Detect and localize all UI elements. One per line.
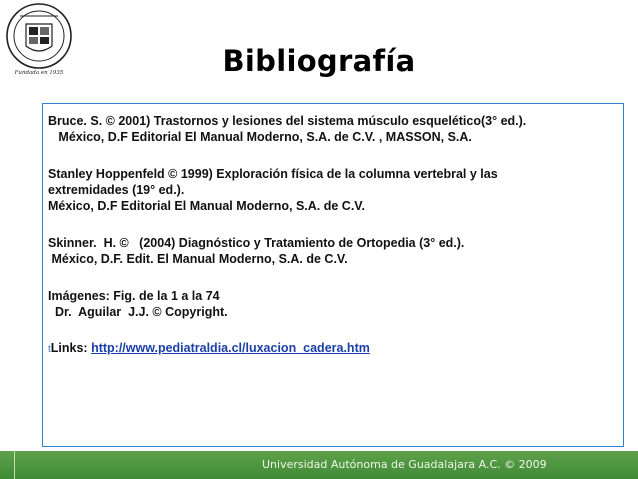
footer-divider xyxy=(14,451,15,479)
entry-4-line-2: Dr. Aguilar J.J. © Copyright. xyxy=(48,305,228,319)
footer-text: Universidad Autónoma de Guadalajara A.C. © 2009 xyxy=(262,458,547,471)
entry-3-line-1: Skinner. H. © (2004) Diagnóstico y Tratamiento de Ortopedia (3° ed.). xyxy=(48,236,465,250)
entry-1-line-2: México, D.F Editorial El Manual Moderno, S.A. de C.V. , MASSON, S.A. xyxy=(48,130,472,144)
page-title: Bibliografía xyxy=(222,44,416,78)
footer-bar xyxy=(0,451,638,479)
logo-motto: Fundada en 1935 xyxy=(14,70,64,76)
bibliography-list xyxy=(48,113,618,358)
links-line xyxy=(48,340,618,358)
entry-2-line-2: extremidades (19° ed.). xyxy=(48,183,185,197)
pediatria-link[interactable]: http://www.pediatraldia.cl/luxacion_cadera.htm xyxy=(91,341,370,355)
links-label: Links: xyxy=(50,341,92,355)
entry-4-line-1: Imágenes: Fig. de la 1 a la 74 xyxy=(48,289,220,303)
entry-1-line-1: Bruce. S. © 2001) Trastornos y lesiones del sistema músculo esquelético(3° ed.). xyxy=(48,114,527,128)
entry-2-line-3: México, D.F Editorial El Manual Moderno, S.A. de C.V. xyxy=(48,199,365,213)
entry-2-line-1: Stanley Hoppenfeld © 1999) Exploración física de la columna vertebral y las xyxy=(48,167,498,181)
links-prefix: t xyxy=(48,344,51,355)
entry-3-line-2: México, D.F. Edit. El Manual Moderno, S.A. de C.V. xyxy=(48,252,348,266)
